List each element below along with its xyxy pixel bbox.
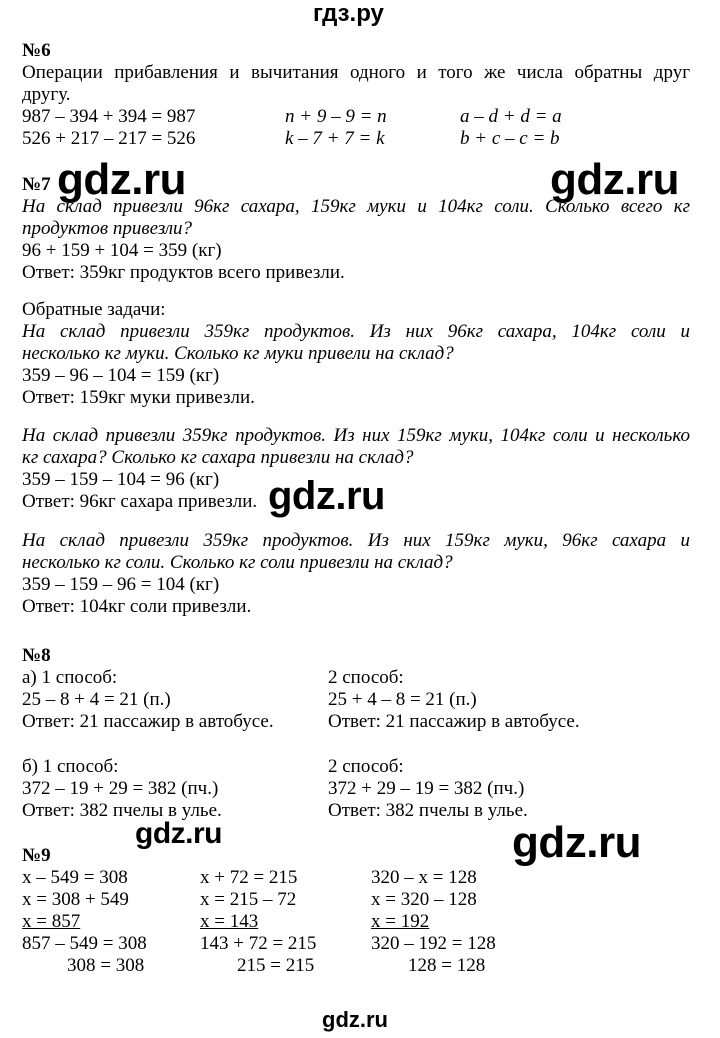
task-9-col2-check: 215 = 215 xyxy=(237,955,315,976)
inverse-task-2-line1: На склад привезли 359кг продуктов. Из них 159кг муки, 104кг соли и несколько xyxy=(22,425,690,446)
task-6-text-line2: другу. xyxy=(22,84,71,105)
task-9-col1-line: x = 308 + 549 xyxy=(22,889,129,910)
task-8b-method1-answer: Ответ: 382 пчелы в улье. xyxy=(22,800,222,821)
task-6-text-line1: Операции прибавления и вычитания одного и того же числа обратны друг xyxy=(22,62,690,83)
task-6-eq: a – d + d = a xyxy=(460,106,562,127)
inverse-task-2-line2: кг сахара? Сколько кг сахара привезли на склад? xyxy=(22,447,414,468)
inverse-task-3-answer: Ответ: 104кг соли привезли. xyxy=(22,596,252,617)
task-6-eq: b + c – c = b xyxy=(460,128,560,149)
site-header: гдз.ру xyxy=(313,0,384,27)
task-8b-method2-answer: Ответ: 382 пчелы в улье. xyxy=(328,800,528,821)
task-9-col3-line: x = 320 – 128 xyxy=(371,889,477,910)
task-6-eq: n + 9 – 9 = n xyxy=(285,106,387,127)
inverse-task-3-line1: На склад привезли 359кг продуктов. Из них 159кг муки, 96кг сахара и xyxy=(22,530,690,551)
inverse-task-3-line2: несколько кг соли. Сколько кг соли привезли на склад? xyxy=(22,552,453,573)
task-8a-method1-label: а) 1 способ: xyxy=(22,667,118,688)
watermark: gdz.ru xyxy=(135,817,222,850)
task-9-title: №9 xyxy=(22,845,51,866)
task-9-col1-result: x = 857 xyxy=(22,911,81,932)
task-8a-method1-answer: Ответ: 21 пассажир в автобусе. xyxy=(22,711,274,732)
task-7-calc: 96 + 159 + 104 = 359 (кг) xyxy=(22,240,222,261)
task-8b-method2-label: 2 способ: xyxy=(328,756,404,777)
task-9-col3-check: 320 – 192 = 128 xyxy=(371,933,496,954)
task-8a-method2-answer: Ответ: 21 пассажир в автобусе. xyxy=(328,711,580,732)
task-9-col2-line: x = 215 – 72 xyxy=(200,889,297,910)
inverse-task-1-line1: На склад привезли 359кг продуктов. Из них 96кг сахара, 104кг соли и xyxy=(22,321,690,342)
watermark: gdz.ru xyxy=(268,474,385,518)
task-9-col2-line: x + 72 = 215 xyxy=(200,867,298,888)
task-9-col3-line: 320 – x = 128 xyxy=(371,867,477,888)
task-8a-method2-calc: 25 + 4 – 8 = 21 (п.) xyxy=(328,689,477,710)
watermark: gdz.ru xyxy=(550,155,679,204)
inverse-task-1-line2: несколько кг муки. Сколько кг муки привели на склад? xyxy=(22,343,454,364)
watermark: gdz.ru xyxy=(57,155,186,204)
task-8b-method2-calc: 372 + 29 – 19 = 382 (пч.) xyxy=(328,778,525,799)
inverse-task-1-answer: Ответ: 159кг муки привезли. xyxy=(22,387,255,408)
task-7-answer: Ответ: 359кг продуктов всего привезли. xyxy=(22,262,345,283)
task-8a-method1-calc: 25 – 8 + 4 = 21 (п.) xyxy=(22,689,171,710)
task-6-title: №6 xyxy=(22,40,51,61)
inverse-tasks-title: Обратные задачи: xyxy=(22,299,166,320)
task-9-col3-check: 128 = 128 xyxy=(408,955,486,976)
task-8b-method1-label: б) 1 способ: xyxy=(22,756,119,777)
watermark: gdz.ru xyxy=(512,818,641,867)
inverse-task-2-answer: Ответ: 96кг сахара привезли. xyxy=(22,491,258,512)
task-6-eq: k – 7 + 7 = k xyxy=(285,128,385,149)
task-9-col2-check: 143 + 72 = 215 xyxy=(200,933,317,954)
task-8a-method2-label: 2 способ: xyxy=(328,667,404,688)
site-footer: gdz.ru xyxy=(322,1007,388,1032)
task-9-col3-result: x = 192 xyxy=(371,911,430,932)
task-9-col1-check: 857 – 549 = 308 xyxy=(22,933,147,954)
task-8-title: №8 xyxy=(22,645,51,666)
task-9-col1-line: x – 549 = 308 xyxy=(22,867,128,888)
task-9-col1-check: 308 = 308 xyxy=(67,955,145,976)
task-7-title: №7 xyxy=(22,174,51,195)
task-6-eq: 526 + 217 – 217 = 526 xyxy=(22,128,196,149)
inverse-task-1-calc: 359 – 96 – 104 = 159 (кг) xyxy=(22,365,220,386)
task-6-eq: 987 – 394 + 394 = 987 xyxy=(22,106,196,127)
inverse-task-2-calc: 359 – 159 – 104 = 96 (кг) xyxy=(22,469,220,490)
task-8b-method1-calc: 372 – 19 + 29 = 382 (пч.) xyxy=(22,778,219,799)
task-9-col2-result: x = 143 xyxy=(200,911,259,932)
inverse-task-3-calc: 359 – 159 – 96 = 104 (кг) xyxy=(22,574,220,595)
task-7-text-line1: На склад привезли 96кг сахара, 159кг муки и 104кг соли. Сколько всего кг xyxy=(22,196,690,217)
task-7-text-line2: продуктов привезли? xyxy=(22,218,193,239)
